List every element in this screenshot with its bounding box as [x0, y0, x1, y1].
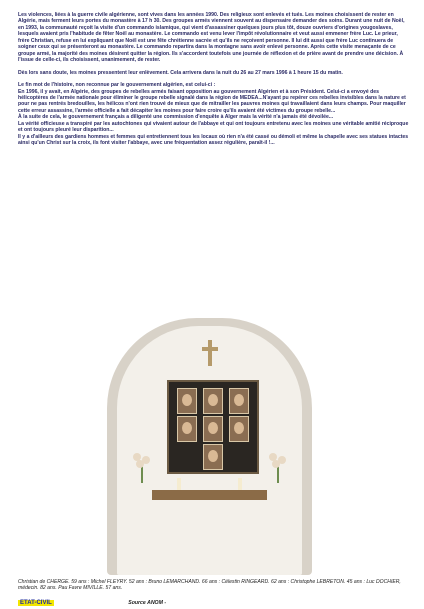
candle-icon — [177, 478, 181, 490]
chapel-photo — [107, 318, 312, 575]
altar-table — [152, 490, 267, 500]
flower-icon — [267, 453, 289, 483]
cross-icon — [202, 340, 218, 366]
paragraph-enlevement: Dès lors sans doute, les moines pressentent leur enlèvement. Cela arrivera dans la nuit du 26 au 27 mars 1996 à 1 heure 15 du matin. — [18, 69, 343, 76]
etat-civil-header — [18, 591, 410, 609]
etat-civil-title: ETAT-CIVIL — [20, 600, 52, 606]
chapel-arch — [107, 318, 312, 575]
monks-portrait-board — [167, 380, 259, 474]
candle-icon — [238, 478, 242, 490]
flower-icon — [131, 453, 153, 483]
source-label: Source ANOM - — [128, 600, 167, 606]
paragraph-histoire: Le fin mot de l'histoire, non reconnue par le gouvernement algérien, est celui-ci : En 1996, il y avait, en Algérie, des groupes de rebelles armés faisant opposition au gouvernement Algérien et à son Président. Celui-ci a envoyé des hélicoptères de l'armée nationale pour éliminer le groupe rebelle signalé dans la région de MEDEA...N'ayant pu repérer ces rebelles invisibles dans la nature et pour ne pas rentrés bredouilles, les hélicos n'ont rien trouvé de mieux que de mitrailler les pauvres moines qui travaillaient dans leurs champs. Pour maquiller cette erreur assassine, l'armée officielle a fait décapiter les moines pour faire croire qu'ils avaient été victimes du groupe rebelle... À la suite de cela, le gouvernement français a diligenté une commission d'enquête à Alger mais la vérité n'a jamais été dévoilée... La vérité officieuse a transpiré par les autochtones qui vivaient autour de l'abbaye et qui ont toujours entretenu avec les moines une véritable amitié réciproque et ont toujours pleuré leur disparition... Il y a d'ailleurs des gardiens hommes et femmes qui entretiennent tous les locaux où rien n'a été cassé ou démoli et même la chapelle avec ses statues intactes ainsi qu'un Christ sur la croix, ils font visiter l'abbaye, avec une fréquentation assez régulière, paraît-il !... — [18, 82, 409, 147]
article-body — [18, 12, 410, 151]
paragraph-violences: Les violences, liées à la guerre civile algérienne, sont vives dans les années 1990. Des religieux sont enlevés et tués. Les moines choisissent de rester en Algérie, mais ferment leurs portes du monastère à 17 h 30. Des groupes armés viennent souvent au dispensaire demander des soins. Durant une nuit de Noël, en 1993, la communauté reçoit la visite d'un commando islamique, qui vient d'assassiner quelques jours plus tôt, douze ouvriers d'origines yougoslaves, lesquels avaient pris l'habitude de fêter Noël au monastère. Le commando est venu lever l'impôt révolutionnaire et veut aussi emmener frère Luc. Le prieur, frère Christian, refuse en lui expliquant que Noël est une fête chrétienne sacrée et qu'ils ne reçoivent personne. Il lui dit aussi que frère Luc continuera de soigner ceux qui se présenteront au monastère. Le commando repartira dans la montagne sans avoir enlevé personne. Après cette visite menaçante de ce groupe armé, la majorité des moines désirent quitter la région. Ils s'accordent toutefois une journée de réflexion et de prière avant de prendre une décision. À l'issue de celle-ci, ils choisissent, unanimement, de rester. — [18, 12, 405, 64]
photo-caption: Christian de CHERGE. 59 ans : Michel FLEYRY. 52 ans : Bruno LEMARCHAND. 66 ans : Célestin RINGEARD. 62 ans : Christophe LEBRETON. 45 ans : Luc DOCHIER, médecin. 82 ans. Pau Favre MIVILLE. 57 ans. — [18, 579, 401, 592]
